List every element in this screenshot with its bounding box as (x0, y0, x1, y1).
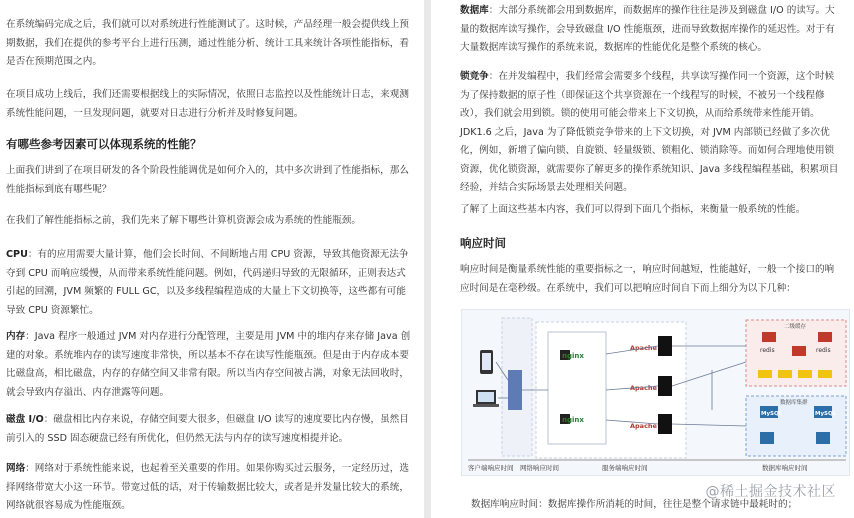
db-time-label: 数据库响应时间 (762, 464, 808, 472)
apache-label-1: Apache (630, 344, 657, 352)
paragraph-summary: 了解了上面这些基本内容，我们可以得到下面几个指标，来衡量一般系统的性能。 (460, 204, 806, 215)
cpu-label: CPU (6, 249, 28, 260)
memory-label: 内存 (6, 331, 26, 342)
client-time-label: 客户端响应时间 (468, 464, 514, 472)
section-heading-response-time: 响应时间 (460, 236, 506, 250)
cpu-text: ：有的应用需要大量计算，他们会长时间、不间断地占用 CPU 资源，导致其他资源无法争夺到 CPU 而响应缓慢，从而带来系统性能问题。例如，代码递归导致的无限循环，正则表达式引起的回溯，JVM 频繁的 FULL GC，以及多线程编程造成的大量上下文切换等，这些都有可能导致 CPU 资源繁忙。 (6, 249, 409, 316)
redis-label-2: redis (816, 347, 831, 354)
memory-text: ：Java 程序一般通过 JVM 对内存进行分配管理，主要是用 JVM 中的堆内存来存储 Java 创建的对象。系统堆内存的读写速度非常快，所以基本不存在读写性能瓶颈。但是由于内存成本要比磁盘高，相比磁盘，内存的存储空间又非常有限。所以当内存空间被占满，对象无法回收时，就会导致内存溢出、内存泄露等问题。 (6, 331, 411, 398)
paragraph-database (460, 2, 842, 58)
load-balancer-icon (508, 370, 522, 410)
section-heading-factors: 有哪些参考因素可以体现系统的性能？ (6, 137, 202, 151)
network-time-label: 网络响应时间 (520, 464, 559, 472)
paragraph-resources-intro: 在我们了解性能指标之前，我们先来了解下哪些计算机资源会成为系统的性能瓶颈。 (6, 215, 361, 226)
paragraph-disk-io (6, 411, 414, 448)
right-page (431, 0, 854, 518)
database-text: ：大部分系统都会用到数据库，而数据库的操作往往是涉及到磁盘 I/O 的读写。大量的数据库读写操作，会导致磁盘 I/O 性能瓶颈，进而导致数据库操作的延迟性。对于有大量数据库读写操作的系统来说，数据库的性能优化是整个系统的核心。 (460, 5, 835, 53)
apache-label-2: Apache (630, 384, 657, 392)
paragraph-response-time: 响应时间是衡量系统性能的重要指标之一，响应时间越短，性能越好，一般一个接口的响应时间是在毫秒级。在系统中，我们可以把响应时间自下而上细分为以下几种： (460, 264, 835, 294)
paragraph-memory (6, 328, 414, 402)
apache-label-3: Apache (630, 422, 657, 430)
diagram-caption: 数据库响应时间：数据库操作所消耗的时间，往往是整个请求链中最耗时的； (471, 499, 798, 510)
network-label: 网络 (6, 463, 26, 474)
nginx-label-1: nginx (562, 352, 584, 360)
mysql-label-1: MySQL (761, 411, 783, 417)
redis-label-1: redis (760, 347, 775, 354)
paragraph-lock (460, 68, 842, 198)
network-text: ：网络对于系统性能来说，也起着至关重要的作用。如果你购买过云服务，一定经历过，选择网络带宽大小这一环节。带宽过低的话，对于传输数据比较大，或者是并发量比较大的系统，网络就很容易成为性能瓶颈。 (6, 463, 409, 511)
paragraph-metrics-intro: 上面我们讲到了在项目研发的各个阶段性能调优是如何介入的，其中多次讲到了性能指标，那么性能指标到底有哪些呢？ (6, 165, 409, 195)
response-time-diagram (461, 309, 850, 476)
paragraph-testing: 在系统编码完成之后，我们就可以对系统进行性能测试了。这时候，产品经理一般会提供线上预期数据，我们在提供的参考平台上进行压测，通过性能分析、统计工具来统计各项性能指标，看是否在预期范围之内。 (6, 19, 409, 67)
nginx-group (548, 332, 606, 444)
nginx-label-2: nginx (562, 416, 584, 424)
paragraph-online: 在项目成功上线后，我们还需要根据线上的实际情况，依照日志监控以及性能统计日志，来观测系统性能问题，一旦发现问题，就要对日志进行分析并及时修复问题。 (6, 89, 409, 119)
database-label: 数据库 (460, 5, 489, 16)
left-page (0, 0, 424, 518)
disk-io-label: 磁盘 I/O (6, 414, 44, 425)
lock-text: ：在并发编程中，我们经常会需要多个线程，共享读写操作同一个资源，这个时候为了保持数据的原子性（即保证这个共享资源在一个线程写的时候，不被另一个线程修改），我们就会用到锁。锁的使用可能会带来上下文切换，从而给系统带来性能开销。JDK1.6 之后，Java 为了降低锁竞争带来的上下文切换，对 JVM 内部锁已经做了多次优化，例如，新增了偏向锁、自旋锁、轻量级锁、锁粗化、锁消除等。而如何合理地使用锁资源，优化锁资源，就需要你了解更多的操作系统知识、Java 多线程编程基础，积累项目经验，并结合实际场景去处理相关问题。 (460, 71, 839, 193)
service-time-label: 服务端响应时间 (602, 464, 648, 472)
paragraph-network (6, 460, 414, 516)
diagram-svg (462, 310, 849, 475)
lock-label: 锁竞争 (460, 71, 489, 82)
mysql-label-2: MySQL (815, 411, 837, 417)
paragraph-cpu (6, 246, 414, 320)
cache-title: 二级缓存 (784, 324, 807, 330)
db-title: 数据库集群 (780, 400, 808, 406)
watermark-text: @稀土掘金技术社区 (705, 484, 836, 500)
disk-io-text: ：磁盘相比内存来说，存储空间要大很多，但磁盘 I/O 读写的速度要比内存慢，虽然目前引入的 SSD 固态硬盘已经有所优化，但仍然无法与内存的读写速度相提并论。 (6, 414, 409, 444)
